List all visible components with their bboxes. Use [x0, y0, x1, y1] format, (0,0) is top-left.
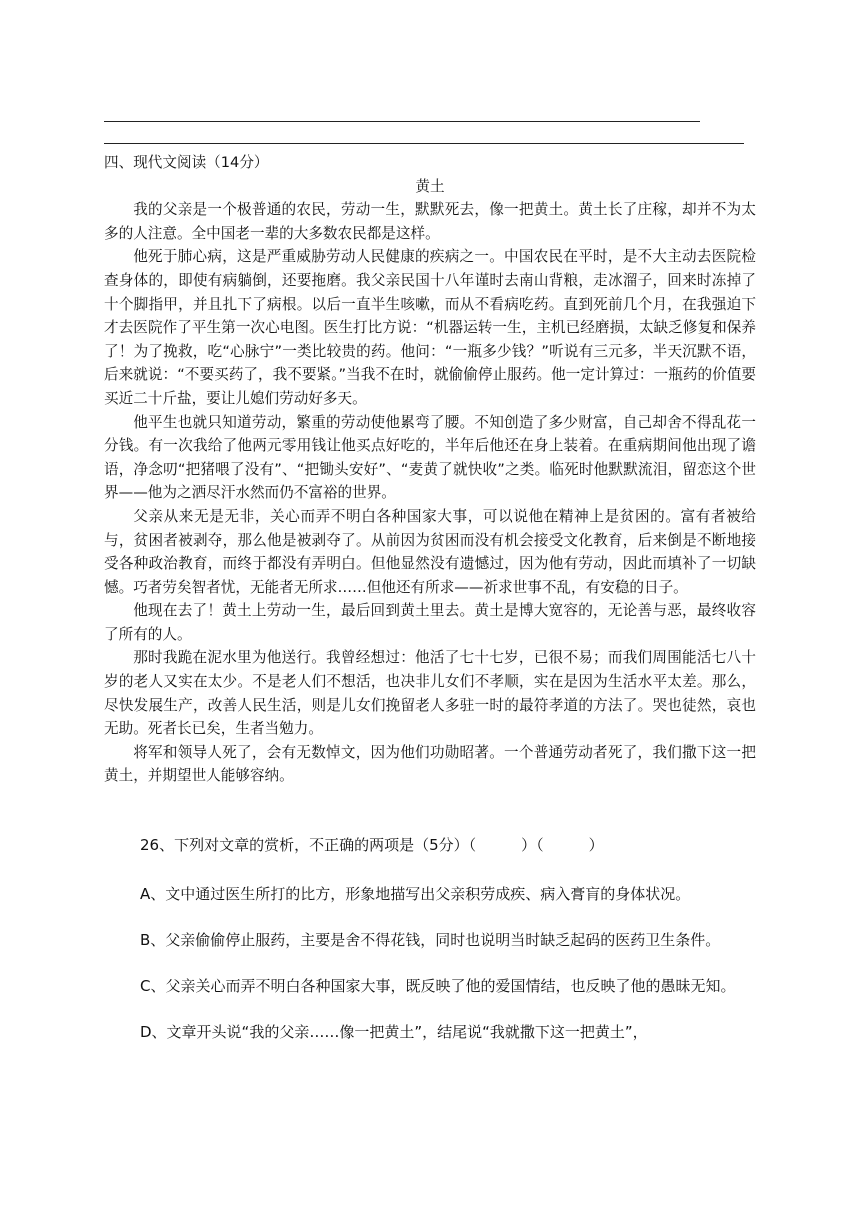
paragraph-5: 他现在去了！黄土上劳动一生，最后回到黄土里去。黄土是博大宽容的，无论善与恶，最终收容了所有的人。 [104, 602, 756, 643]
section-title: 四、现代文阅读（14分） [104, 154, 269, 171]
reading-passage [104, 151, 756, 788]
option-d: D、文章开头说“我的父亲……像一把黄土”，结尾说“我就撒下这一把黄土”， [140, 1023, 648, 1041]
option-b: B、父亲偷偷停止服药，主要是舍不得花钱，同时也说明当时缺乏起码的医药卫生条件。 [140, 931, 721, 949]
paragraph-7: 将军和领导人死了，会有无数悼文，因为他们功勋昭著。一个普通劳动者死了，我们撒下这一把黄土，并期望世人能够容纳。 [104, 743, 756, 785]
question-stem: 26、下列对文章的赏析，不正确的两项是（5分）（ ）（ ） [140, 836, 604, 854]
story-title: 黄土 [415, 177, 445, 195]
paragraph-3: 他平生也就只知道劳动，繁重的劳动使他累弯了腰。不知创造了多少财富，自己却舍不得乱花一分钱。有一次我给了他两元零用钱让他买点好吃的，半年后他还在身上装着。在重病期间他出现了谵语，净念叨“把猪喂了没有”、“把锄头安好”、“麦黄了就快收”之类。临死时他默默流泪，留恋这个世界——他为之洒尽汗水然而仍不富裕的世界。 [104, 413, 756, 502]
option-c: C、父亲关心而弄不明白各种国家大事，既反映了他的爱国情结，也反映了他的愚昧无知。 [140, 977, 736, 995]
paragraph-6: 那时我跪在泥水里为他送行。我曾经想过：他活了七十七岁，已很不易；而我们周围能活七八十岁的老人又实在太少。不是老人们不想活，也决非儿女们不孝顺，实在是因为生活水平太差。那么，尽快发展生产，改善人民生活，则是儿女们挽留老人多驻一时的最符孝道的方法了。哭也徒然，哀也无助。死者长已矣，生者当勉力。 [104, 649, 756, 738]
paragraph-4: 父亲从来无是无非，关心而弄不明白各种国家大事，可以说他在精神上是贫困的。富有者被给与，贫困者被剥夺，那么他是被剥夺了。从前因为贫困而没有机会接受文化教育，后来倒是不断地接受各种政治教育，而终于都没有弄明白。但他显然没有遗憾过，因为他有劳动，因此而填补了一切缺憾。巧者劳矣智者忧，无能者无所求……但他还有所求——祈求世事不乱，有安稳的日子。 [104, 507, 756, 596]
paragraph-1: 我的父亲是一个极普通的农民，劳动一生，默默死去，像一把黄土。黄土长了庄稼，却并不为太多的人注意。全中国老一辈的大多数农民都是这样。 [104, 201, 756, 242]
answer-line-2 [104, 143, 744, 144]
question-26 [104, 831, 756, 1064]
answer-line-1 [104, 121, 700, 122]
paragraph-2: 他死于肺心病，这是严重威胁劳动人民健康的疾病之一。中国农民在平时，是不大主动去医院检查身体的，即使有病躺倒，还要拖磨。我父亲民国十八年谨时去南山背粮，走冰溜子，回来时冻掉了十个脚指甲，并且扎下了病根。以后一直半生咳嗽，而从不看病吃药。直到死前几个月，在我强迫下才去医院作了平生第一次心电图。医生打比方说：“机器运转一生，主机已经磨损，太缺乏修复和保养了！为了挽救，吃“心脉宁”一类比较贵的药。他问：“一瓶多少钱？”听说有三元多，半天沉默不语，后来就说：“不要买药了，我不要紧。”当我不在时，就偷偷停止服药。他一定计算过：一瓶药的价值要买近二十斤盐，要让儿媳们劳动好多天。 [104, 248, 756, 407]
option-a: A、文中通过医生所打的比方，形象地描写出父亲积劳成疾、病入膏肓的身体状况。 [140, 885, 691, 903]
